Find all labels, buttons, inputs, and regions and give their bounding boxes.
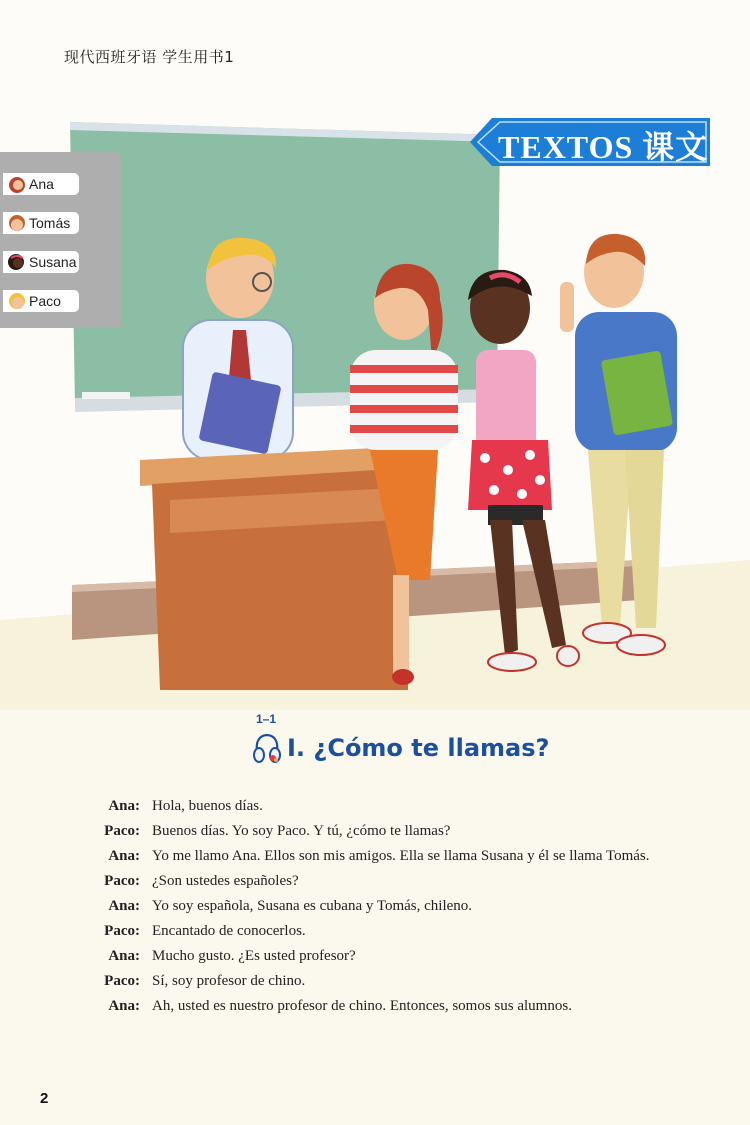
dialogue-line (60, 869, 720, 894)
dialogue-line (60, 819, 720, 844)
headphones-icon[interactable] (252, 726, 282, 764)
utterance: Yo soy española, Susana es cubana y Tomás, chileno. (152, 898, 473, 914)
speaker-label: Paco: (104, 973, 140, 989)
character-item-paco (3, 290, 79, 312)
character-panel (0, 152, 121, 328)
character-item-susana (3, 251, 79, 273)
speaker-label: Paco: (104, 873, 140, 889)
dialogue-block (60, 794, 720, 1019)
dialogue-line (60, 844, 720, 869)
speaker-label: Paco: (104, 823, 140, 839)
podium (140, 446, 415, 690)
dialogue-line (60, 919, 720, 944)
dialogue-line (60, 994, 720, 1019)
speaker-label: Ana: (108, 998, 140, 1014)
character-item-ana (3, 173, 79, 195)
dialogue-line (60, 794, 720, 819)
character-name: Susana (29, 254, 77, 270)
utterance: Yo me llamo Ana. Ellos son mis amigos. Ella se llama Susana y él se llama Tomás. (152, 848, 650, 864)
tomas-avatar-icon (7, 213, 27, 233)
speaker-label: Ana: (108, 948, 140, 964)
book-title: 现代西班牙语 学生用书1 (64, 48, 235, 66)
section-title: I. ¿Cómo te llamas? (287, 734, 550, 762)
speaker-label: Ana: (108, 848, 140, 864)
speaker-label: Ana: (108, 798, 140, 814)
character-name: Tomás (29, 215, 71, 231)
susana-avatar-icon (7, 252, 27, 272)
ana-avatar-icon (7, 174, 27, 194)
character-name: Ana (29, 176, 54, 192)
track-number: 1–1 (256, 712, 277, 726)
dialogue-line (60, 944, 720, 969)
page-number: 2 (40, 1090, 49, 1107)
paco-avatar-icon (7, 291, 27, 311)
utterance: ¿Son ustedes españoles? (152, 873, 299, 889)
utterance: Sí, soy profesor de chino. (152, 973, 306, 989)
utterance: Ah, usted es nuestro profesor de chino. Entonces, somos sus alumnos. (152, 998, 572, 1014)
dialogue-line (60, 894, 720, 919)
utterance: Buenos días. Yo soy Paco. Y tú, ¿cómo te llamas? (152, 823, 451, 839)
dialogue-line (60, 969, 720, 994)
speaker-label: Paco: (104, 923, 140, 939)
utterance: Encantado de conocerlos. (152, 923, 306, 939)
utterance: Hola, buenos días. (152, 798, 263, 814)
textos-label: TEXTOS 课文 (498, 129, 709, 165)
utterance: Mucho gusto. ¿Es usted profesor? (152, 948, 356, 964)
character-item-tomas (3, 212, 79, 234)
character-name: Paco (29, 293, 61, 309)
speaker-label: Ana: (108, 898, 140, 914)
